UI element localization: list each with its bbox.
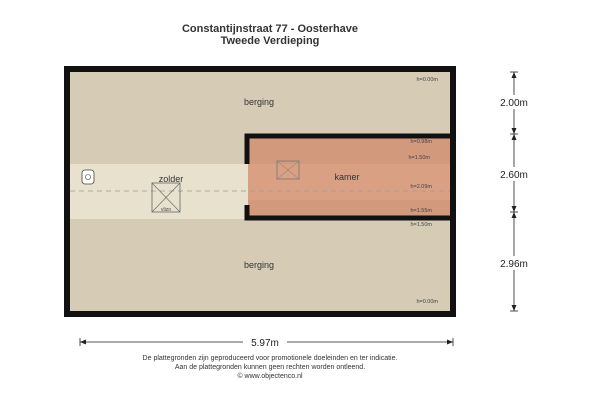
plan-title: Constantijnstraat 77 - Oosterhave [181, 23, 359, 35]
room-label-kamer: kamer [334, 172, 360, 182]
disclaimer-line: De plattegronden zijn geproduceerd voor promotionele doeleinden en ter indicatie. [142, 355, 398, 362]
height-label: h=1.50m [410, 222, 432, 228]
height-label: h=0.98m [410, 139, 432, 145]
height-label: h=2.09m [410, 184, 432, 190]
dimension-label-width: 5.97m [251, 338, 279, 349]
height-label: h=0.00m [416, 299, 438, 305]
dimension-label: 2.96m [500, 259, 528, 270]
room-label-berging-bottom: berging [243, 260, 275, 270]
height-label: h=1.50m [408, 155, 430, 161]
heater-icon [82, 170, 94, 184]
copyright-line: © www.objectenco.nl [237, 373, 303, 380]
zolder-area [70, 164, 248, 219]
plan-subtitle: Tweede Verdieping [220, 35, 320, 47]
height-label: h=0.00m [416, 77, 438, 83]
room-label-berging-top: berging [243, 97, 275, 107]
room-label-zolder: zolder [158, 174, 184, 184]
vlizo-label: vlizo [160, 207, 172, 213]
dimension-label: 2.00m [500, 98, 528, 109]
height-label: h=1.55m [410, 208, 432, 214]
dimension-label: 2.60m [500, 170, 528, 181]
disclaimer-line: Aan de plattegronden kunnen geen rechten worden ontleend. [174, 364, 366, 371]
